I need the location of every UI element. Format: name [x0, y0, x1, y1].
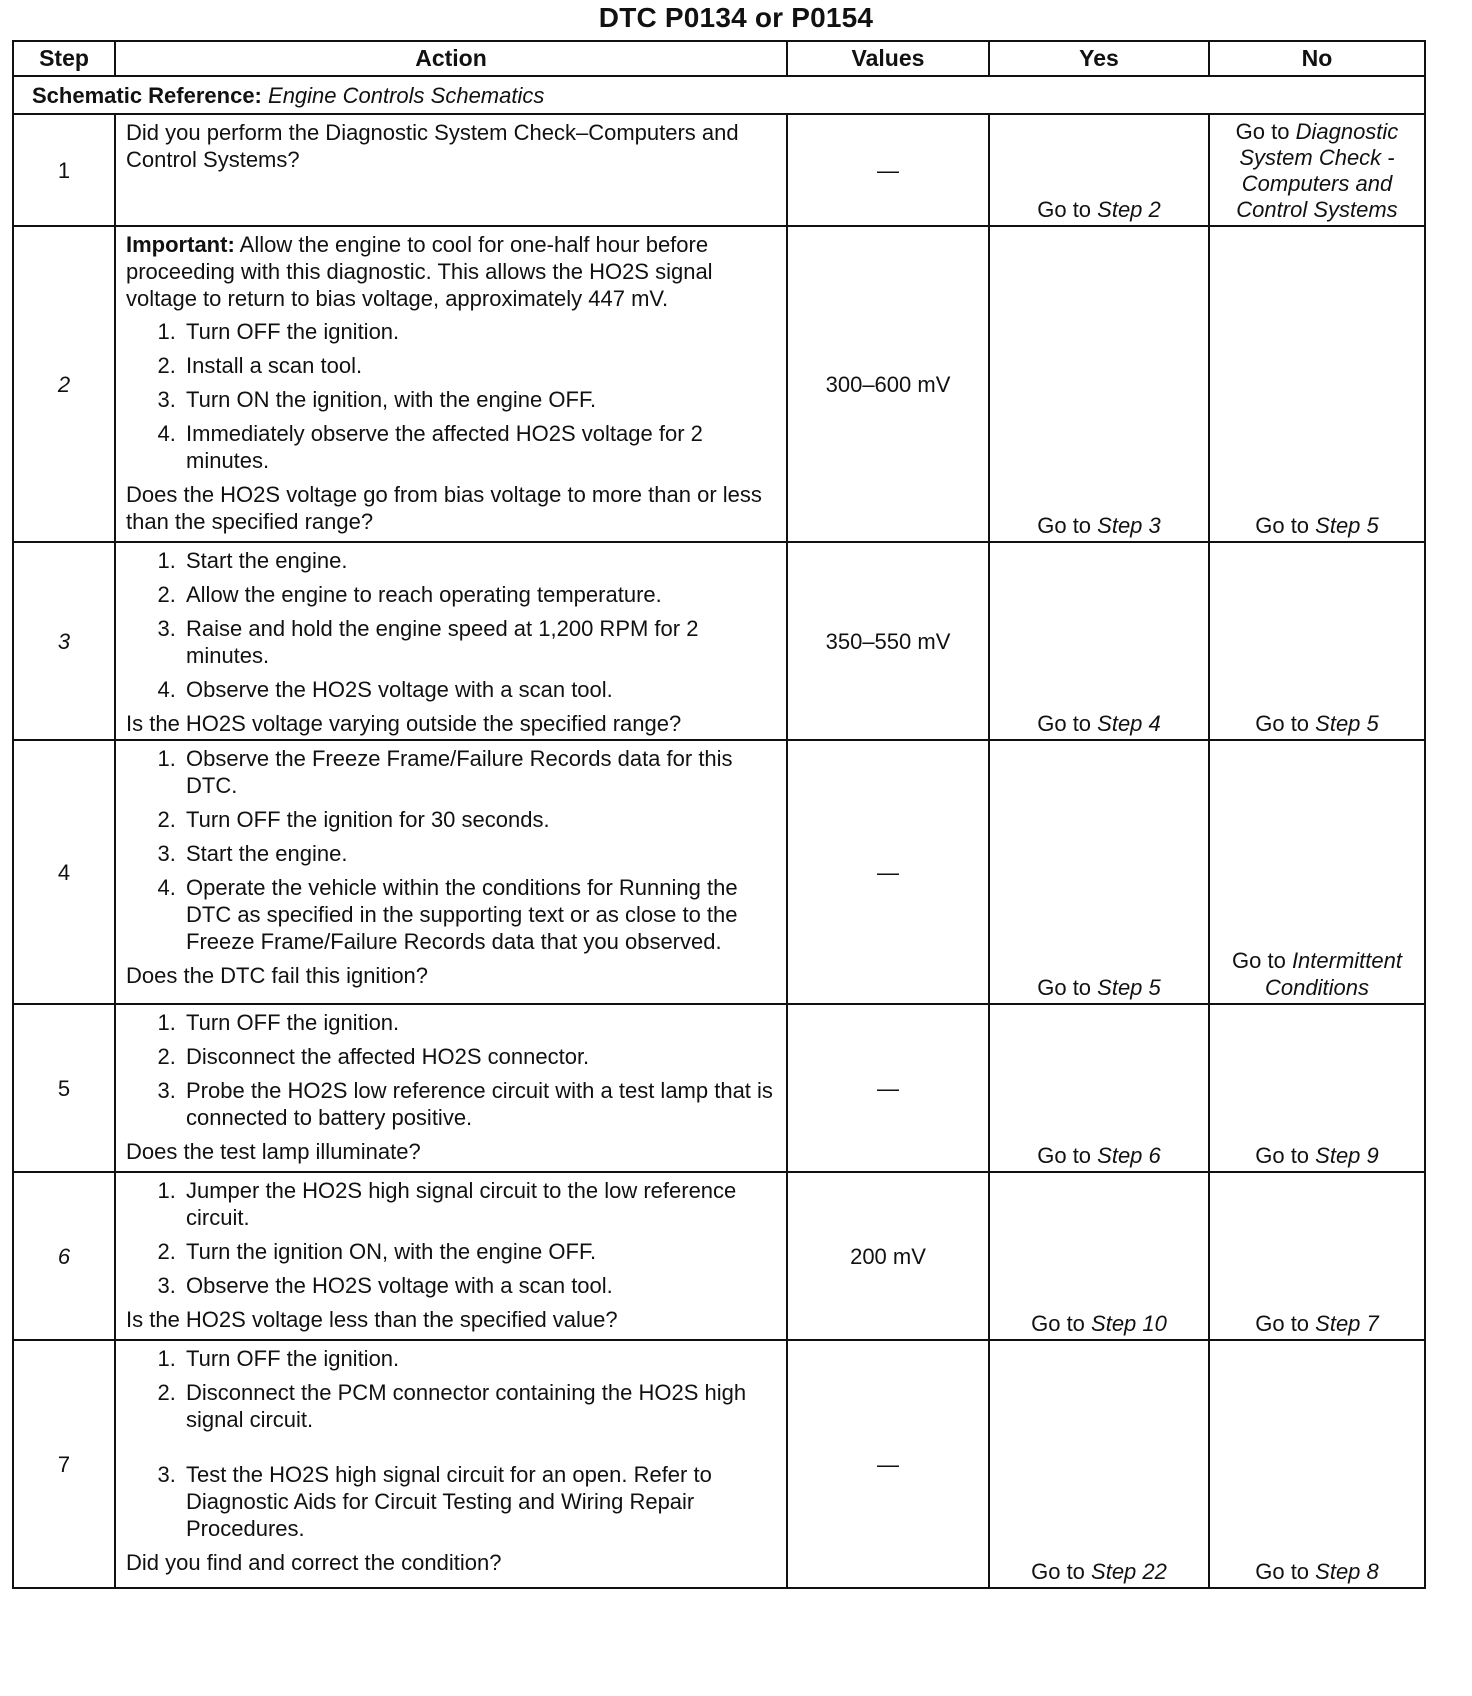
action-steps — [126, 1009, 776, 1131]
action-cell — [115, 226, 787, 542]
list-item: 1. Start the engine. — [182, 547, 776, 574]
step-number: 7 — [13, 1340, 115, 1588]
list-item: 2. Disconnect the affected HO2S connector. — [182, 1043, 776, 1070]
no-step-link[interactable]: Step 5 — [1315, 513, 1379, 538]
values-cell: — — [787, 1004, 989, 1172]
values-cell: — — [787, 740, 989, 1004]
no-prefix: Go to — [1255, 1559, 1316, 1584]
list-item: 1. Observe the Freeze Frame/Failure Records data for this DTC. — [182, 745, 776, 799]
header-yes: Yes — [989, 41, 1209, 76]
yes-prefix: Go to — [1031, 1559, 1092, 1584]
action-question: Does the HO2S voltage go from bias voltage to more than or less than the specified range? — [126, 482, 762, 534]
no-cell — [1209, 1340, 1425, 1588]
table-row — [13, 542, 1425, 740]
list-item: 3. Probe the HO2S low reference circuit with a test lamp that is connected to battery positive. — [182, 1077, 776, 1131]
action-question: Is the HO2S voltage less than the specified value? — [126, 1307, 618, 1332]
action-steps — [126, 547, 776, 703]
schematic-reference-row — [13, 76, 1425, 114]
yes-prefix: Go to — [1037, 1143, 1098, 1168]
action-question: Does the DTC fail this ignition? — [126, 963, 429, 988]
action-cell — [115, 1004, 787, 1172]
header-no: No — [1209, 41, 1425, 76]
no-prefix: Go to — [1255, 711, 1316, 736]
header-step: Step — [13, 41, 115, 76]
table-row — [13, 740, 1425, 1004]
values-cell: 200 mV — [787, 1172, 989, 1340]
action-question: Does the test lamp illuminate? — [126, 1139, 421, 1164]
yes-step-link[interactable]: Step 10 — [1091, 1311, 1167, 1336]
yes-step-link[interactable]: Step 6 — [1097, 1143, 1161, 1168]
action-cell — [115, 740, 787, 1004]
yes-cell — [989, 114, 1209, 226]
action-cell — [115, 114, 787, 226]
yes-cell — [989, 1340, 1209, 1588]
action-question: Did you find and correct the condition? — [126, 1550, 502, 1575]
no-cell — [1209, 542, 1425, 740]
no-cell — [1209, 740, 1425, 1004]
step-number: 2 — [13, 226, 115, 542]
no-prefix: Go to — [1255, 513, 1316, 538]
list-item: 2. Turn the ignition ON, with the engine OFF. — [182, 1238, 776, 1265]
no-step-link[interactable]: Step 8 — [1315, 1559, 1379, 1584]
yes-step-link[interactable]: Step 4 — [1097, 711, 1161, 736]
action-steps — [126, 318, 776, 474]
table-row — [13, 226, 1425, 542]
values-cell: 300–600 mV — [787, 226, 989, 542]
no-prefix: Go to — [1235, 119, 1296, 144]
yes-cell — [989, 226, 1209, 542]
no-step-link[interactable]: Diagnostic System Check - Computers and Control Systems — [1236, 119, 1399, 222]
important-label: Important: — [126, 232, 235, 257]
yes-step-link[interactable]: Step 5 — [1097, 975, 1161, 1000]
no-prefix: Go to — [1255, 1143, 1316, 1168]
list-item: 1. Turn OFF the ignition. — [182, 1009, 776, 1036]
no-cell — [1209, 1004, 1425, 1172]
no-prefix: Go to — [1232, 948, 1292, 973]
no-cell — [1209, 114, 1425, 226]
yes-cell — [989, 542, 1209, 740]
action-steps — [126, 1345, 776, 1542]
no-step-link[interactable]: Step 5 — [1315, 711, 1379, 736]
action-question: Is the HO2S voltage varying outside the specified range? — [126, 711, 682, 736]
list-item: 3. Raise and hold the engine speed at 1,200 RPM for 2 minutes. — [182, 615, 776, 669]
action-cell — [115, 1172, 787, 1340]
step-number: 6 — [13, 1172, 115, 1340]
list-item: 2. Disconnect the PCM connector containing the HO2S high signal circuit. — [182, 1379, 776, 1433]
table-row — [13, 1004, 1425, 1172]
yes-step-link[interactable]: Step 3 — [1097, 513, 1161, 538]
schematic-reference-link[interactable]: Engine Controls Schematics — [268, 82, 545, 108]
action-steps — [126, 745, 776, 955]
yes-prefix: Go to — [1037, 513, 1098, 538]
page-title: DTC P0134 or P0154 — [598, 2, 874, 33]
action-cell — [115, 1340, 787, 1588]
table-header-row — [13, 41, 1425, 76]
no-step-link[interactable]: Step 9 — [1315, 1143, 1379, 1168]
no-step-link[interactable]: Step 7 — [1315, 1311, 1379, 1336]
yes-prefix: Go to — [1037, 975, 1098, 1000]
important-text: Allow the engine to cool for one-half hour before proceeding with this diagnostic. This allows the HO2S signal voltage to return to bias voltage, approximately 447 mV. — [126, 232, 713, 311]
step-number: 4 — [13, 740, 115, 1004]
list-item: 3. Observe the HO2S voltage with a scan tool. — [182, 1272, 776, 1299]
list-item: 4. Operate the vehicle within the conditions for Running the DTC as specified in the supporting text or as close to the Freeze Frame/Failure Records data that you observed. — [182, 874, 776, 955]
action-text: Did you perform the Diagnostic System Check–Computers and Control Systems? — [126, 120, 739, 172]
values-cell: 350–550 mV — [787, 542, 989, 740]
yes-step-link[interactable]: Step 22 — [1091, 1559, 1167, 1584]
list-item: 2. Turn OFF the ignition for 30 seconds. — [182, 806, 776, 833]
action-text — [126, 231, 776, 312]
list-item: 3. Start the engine. — [182, 840, 776, 867]
no-prefix: Go to — [1255, 1311, 1316, 1336]
yes-step-link[interactable]: Step 2 — [1097, 197, 1161, 222]
list-item: 4. Observe the HO2S voltage with a scan tool. — [182, 676, 776, 703]
no-step-link[interactable]: Intermittent Conditions — [1265, 948, 1402, 1000]
action-steps — [126, 1177, 776, 1299]
list-item: 4. Immediately observe the affected HO2S voltage for 2 minutes. — [182, 420, 776, 474]
list-item: 1. Turn OFF the ignition. — [182, 1345, 776, 1372]
no-cell — [1209, 1172, 1425, 1340]
table-row — [13, 1172, 1425, 1340]
header-action: Action — [115, 41, 787, 76]
yes-cell — [989, 740, 1209, 1004]
step-number: 5 — [13, 1004, 115, 1172]
list-item: 2. Install a scan tool. — [182, 352, 776, 379]
header-values: Values — [787, 41, 989, 76]
table-row — [13, 1340, 1425, 1588]
step-number: 1 — [13, 114, 115, 226]
schematic-reference — [13, 76, 1425, 114]
yes-prefix: Go to — [1037, 711, 1098, 736]
step-number: 3 — [13, 542, 115, 740]
table-row — [13, 114, 1425, 226]
no-cell — [1209, 226, 1425, 542]
list-item: 1. Turn OFF the ignition. — [182, 318, 776, 345]
yes-cell — [989, 1172, 1209, 1340]
yes-prefix: Go to — [1037, 197, 1098, 222]
yes-prefix: Go to — [1031, 1311, 1092, 1336]
yes-cell — [989, 1004, 1209, 1172]
schematic-reference-label: Schematic Reference: — [32, 82, 262, 108]
diagnostic-table — [12, 40, 1426, 1589]
list-item: 1. Jumper the HO2S high signal circuit to the low reference circuit. — [182, 1177, 776, 1231]
list-item: 3. Test the HO2S high signal circuit for an open. Refer to Diagnostic Aids for Circuit Testing and Wiring Repair Procedures. — [182, 1461, 776, 1542]
list-item: 3. Turn ON the ignition, with the engine OFF. — [182, 386, 776, 413]
action-cell — [115, 542, 787, 740]
values-cell: — — [787, 1340, 989, 1588]
values-cell: — — [787, 114, 989, 226]
list-item: 2. Allow the engine to reach operating temperature. — [182, 581, 776, 608]
